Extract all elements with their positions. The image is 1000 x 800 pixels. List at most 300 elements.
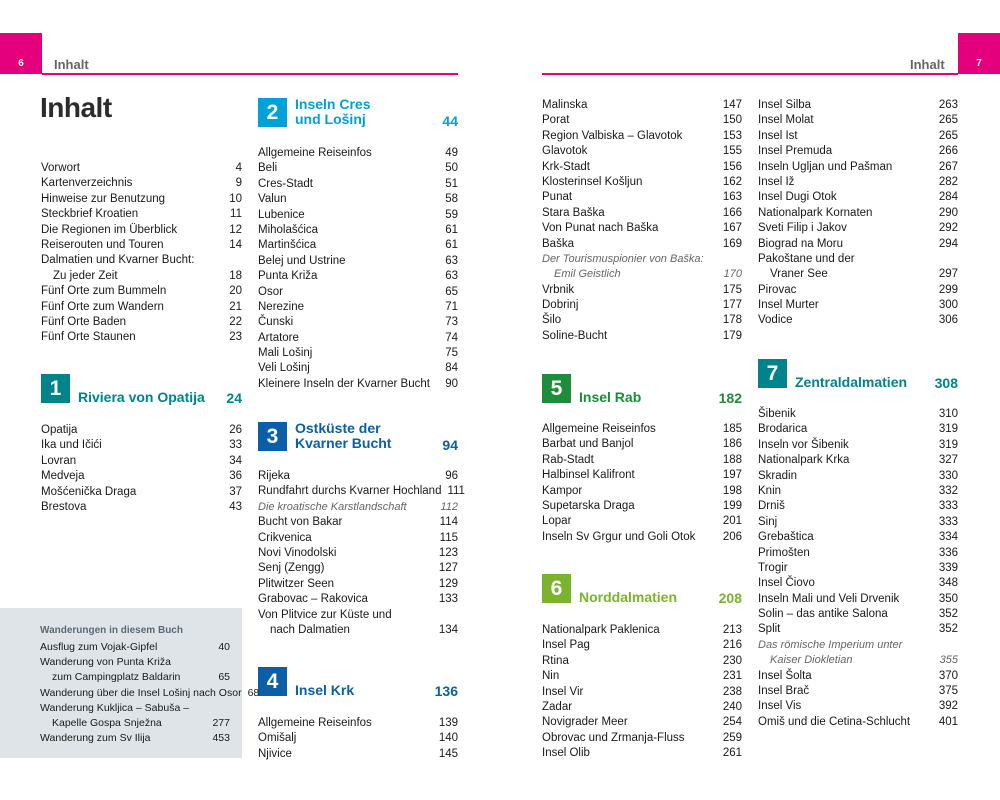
toc-entry [258, 269, 458, 284]
toc-entry-page: 352 [938, 623, 958, 636]
toc-entry [542, 283, 742, 298]
toc-entry-page: 392 [938, 700, 958, 713]
toc-entry [758, 499, 958, 514]
toc-entry-title: Insel Vis [758, 700, 802, 713]
toc-entry-title: Martinšćica [258, 239, 317, 252]
toc-entry-page: 65 [218, 671, 230, 684]
section-title: Norddalmatien [579, 589, 678, 605]
toc-entry-page: 350 [938, 592, 958, 605]
section-number-box: 1 [41, 374, 70, 403]
toc-entry [542, 175, 742, 190]
toc-entry-title: Malinska [542, 99, 588, 111]
toc-entry [258, 561, 458, 576]
toc-entry [758, 113, 958, 128]
toc-entry-title: Brodarica [758, 423, 808, 436]
toc-entry [542, 252, 742, 267]
toc-entry [758, 546, 958, 561]
toc-entry [542, 329, 742, 344]
toc-entry [40, 716, 230, 731]
toc-entry-title: Lubenice [258, 208, 305, 221]
toc-entry [758, 684, 958, 699]
toc-entry-title: Von Punat nach Baška [542, 222, 659, 235]
toc-entry-page: 319 [938, 423, 958, 436]
toc-entry [258, 608, 458, 623]
toc-entry [258, 546, 458, 561]
toc-entry [258, 146, 458, 161]
toc-entry-page: 348 [938, 577, 958, 590]
toc-entry [258, 484, 465, 499]
toc-entry-title: Opatija [41, 424, 78, 436]
toc-entry-title: Allgemeine Reiseinfos [258, 147, 372, 159]
toc-entry-title: Novigrader Meer [542, 716, 628, 729]
toc-entry [40, 640, 230, 655]
toc-entry-page: 290 [938, 206, 958, 219]
toc-entry [41, 330, 242, 345]
toc-entry-page: 334 [938, 531, 958, 544]
toc-entry-page: 375 [938, 685, 958, 698]
toc-entry [41, 269, 242, 284]
toc-entry [758, 144, 958, 159]
toc-entry-title: Primošten [758, 546, 810, 559]
toc-entry-page: 23 [229, 331, 242, 344]
toc-entry-title: Inseln Ugljan und Pašman [758, 160, 893, 173]
toc-entry-page: 319 [938, 438, 958, 451]
toc-entry-page: 4 [235, 162, 242, 174]
left-page-number-tab [0, 33, 42, 74]
toc-entry-page: 58 [445, 193, 458, 206]
toc-entry-page: 20 [229, 285, 242, 298]
toc-entry-page: 333 [938, 515, 958, 528]
toc-entry-title: Beli [258, 162, 278, 175]
toc-entry [542, 267, 742, 282]
toc-entry-title: Fünf Orte zum Wandern [41, 300, 164, 313]
toc-entry [41, 315, 242, 330]
toc-entry-page: 261 [722, 747, 742, 760]
toc-entry-page: 73 [445, 316, 458, 329]
section-title: Zentraldalmatien [795, 374, 908, 390]
toc-entry-page: 139 [438, 717, 458, 729]
toc-entry-title: Mošćenička Draga [41, 485, 137, 498]
toc-entry [542, 514, 742, 529]
toc-entry-page: 10 [229, 192, 242, 205]
toc-entry-title: Senj (Zengg) [258, 562, 325, 575]
toc-entry-title: Rijeka [258, 470, 290, 482]
toc-entry-page: 230 [722, 654, 742, 667]
toc-entry-title: Čunski [258, 316, 294, 329]
toc-entry-title: Rab-Stadt [542, 453, 594, 466]
toc-entry [41, 207, 242, 222]
toc-entry [258, 577, 458, 592]
toc-entry [41, 223, 242, 238]
toc-entry-title: Dobrinj [542, 299, 579, 312]
toc-entry [258, 223, 458, 238]
toc-entry-page: 162 [722, 175, 742, 188]
toc-entry [542, 144, 742, 159]
toc-entry-title: Miholašćica [258, 223, 319, 236]
page-title: Inhalt [40, 92, 112, 123]
toc-entry-title: Lopar [542, 515, 572, 528]
hikes-title: Wanderungen in diesem Buch [40, 625, 183, 636]
toc-entry-page: 112 [440, 500, 458, 513]
toc-entry-page: 145 [438, 747, 458, 760]
section-heading-6 [542, 574, 742, 606]
toc-entry-page: 166 [722, 206, 742, 219]
toc-entry-title: Lovran [41, 454, 77, 467]
toc-entry-page: 453 [212, 732, 230, 745]
toc-entry-page: 21 [229, 300, 242, 313]
toc-entry [258, 469, 458, 484]
toc-entry-title: Šibenik [758, 408, 796, 420]
toc-entry-page: 111 [447, 485, 465, 498]
toc-entry-page: 332 [938, 484, 958, 497]
section-number-box: 3 [258, 422, 287, 451]
toc-entry [542, 499, 742, 514]
toc-entry-page: 188 [722, 453, 742, 466]
toc-entry-title: Region Valbiska – Glavotok [542, 129, 683, 142]
toc-entry-page: 34 [229, 454, 242, 467]
toc-entry-page: 170 [723, 268, 742, 281]
toc-entry-page: 9 [235, 177, 242, 190]
toc-entry-title: Punta Križa [258, 270, 318, 283]
toc-entry [41, 500, 242, 515]
toc-entry [758, 622, 958, 637]
toc-entry [258, 238, 458, 253]
toc-section-2-list [258, 146, 458, 392]
toc-entry [258, 331, 458, 346]
toc-entry-page: 74 [445, 331, 458, 344]
toc-entry-title: Veli Lošinj [258, 362, 310, 375]
toc-entry-title: Baška [542, 237, 574, 250]
toc-entry [258, 623, 458, 638]
toc-section-6-list-part-2 [758, 98, 958, 329]
toc-entry [41, 238, 242, 253]
toc-entry [758, 530, 958, 545]
toc-entry-title: Kartenverzeichnis [41, 177, 133, 190]
toc-entry-title: Der Tourismuspionier von Baška: [542, 252, 704, 265]
section-heading-1 [41, 374, 242, 406]
toc-entry-title: Drniš [758, 500, 785, 513]
section-page: 208 [718, 590, 742, 606]
toc-entry-page: 123 [438, 546, 458, 559]
toc-section-3-list [258, 469, 465, 638]
section-number-box: 5 [542, 374, 571, 403]
toc-entry-page: 352 [938, 608, 958, 621]
toc-entry-title: Insel Murter [758, 299, 819, 312]
toc-entry [41, 300, 242, 315]
toc-entry-title: Fünf Orte zum Bummeln [41, 285, 167, 298]
toc-entry-title: Plitwitzer Seen [258, 577, 335, 590]
toc-entry [258, 315, 458, 330]
toc-entry [758, 715, 958, 730]
toc-entry-page: 50 [445, 162, 458, 175]
toc-entry-page: 22 [229, 315, 242, 328]
toc-entry-page: 153 [722, 129, 742, 142]
toc-entry [258, 192, 458, 207]
toc-entry-title: Krk-Stadt [542, 160, 590, 173]
toc-entry [258, 716, 458, 731]
section-page: 44 [442, 113, 458, 129]
toc-entry [258, 500, 458, 515]
toc-entry-title: Insel Silba [758, 99, 812, 111]
toc-entry-title: Skradin [758, 469, 797, 482]
section-heading-3 [258, 421, 458, 453]
section-page: 94 [442, 437, 458, 453]
toc-entry [758, 699, 958, 714]
toc-section-6-list-part-1 [542, 623, 742, 762]
toc-entry [758, 638, 958, 653]
toc-entry-title: Rundfahrt durchs Kvarner Hochland [258, 485, 442, 498]
toc-entry [758, 129, 958, 144]
toc-entry-page: 310 [938, 408, 958, 420]
toc-entry-page: 299 [938, 283, 958, 296]
toc-entry-title: Insel Čiovo [758, 577, 815, 590]
toc-entry-title: Osor [258, 285, 283, 298]
toc-entry-title: Zu jeder Zeit [53, 269, 118, 282]
toc-entry-page: 201 [722, 515, 742, 528]
toc-entry [758, 190, 958, 205]
toc-entry [542, 160, 742, 175]
toc-entry-page: 133 [438, 593, 458, 606]
toc-entry-title: Brestova [41, 500, 87, 513]
toc-entry [258, 531, 458, 546]
toc-entry [758, 469, 958, 484]
toc-entry-title: Šilo [542, 314, 562, 327]
toc-section-4-list-part-2 [542, 98, 742, 344]
toc-entry [542, 530, 742, 545]
toc-entry-page: 198 [722, 484, 742, 497]
toc-entry [758, 98, 958, 113]
toc-entry [258, 254, 458, 269]
toc-entry-title: Von Plitvice zur Küste und [258, 608, 392, 621]
hikes-box [0, 608, 260, 758]
toc-entry [758, 576, 958, 591]
toc-entry [542, 190, 742, 205]
toc-entry-page: 292 [938, 222, 958, 235]
section-heading-5 [542, 374, 742, 406]
toc-entry-title: Emil Geistlich [554, 268, 621, 281]
toc-entry-page: 206 [722, 530, 742, 543]
toc-entry-page: 178 [722, 314, 742, 327]
section-title-line-1: Inseln Cres [295, 96, 371, 112]
toc-entry-page: 40 [218, 641, 230, 653]
hikes-list [40, 640, 260, 746]
toc-entry-title: Nin [542, 670, 560, 683]
toc-entry-page: 282 [938, 175, 958, 188]
toc-entry [41, 192, 242, 207]
toc-entry-page: 300 [938, 299, 958, 312]
toc-entry-page: 140 [438, 732, 458, 745]
toc-entry-page: 150 [722, 114, 742, 127]
toc-entry [41, 454, 242, 469]
toc-entry-page: 169 [722, 237, 742, 250]
toc-entry-page: 177 [722, 299, 742, 312]
toc-entry [41, 161, 242, 176]
toc-entry-title: Vrbnik [542, 283, 575, 296]
section-heading-7 [758, 359, 958, 391]
toc-entry [542, 453, 742, 468]
toc-entry-title: Obrovac und Zrmanja-Fluss [542, 731, 685, 744]
toc-entry-title: Grabovac – Rakovica [258, 593, 368, 606]
toc-entry-title: Insel Vir [542, 685, 584, 698]
toc-entry [258, 208, 458, 223]
toc-entry-title: Steckbrief Kroatien [41, 208, 139, 221]
toc-entry-title: Die kroatische Karstlandschaft [258, 500, 407, 513]
toc-entry-title: Ika und Ičići [41, 439, 102, 452]
toc-entry-page: 26 [229, 424, 242, 436]
toc-entry-title: Reiserouten und Touren [41, 238, 164, 251]
section-number-box: 4 [258, 667, 287, 696]
toc-entry-page: 11 [230, 208, 242, 221]
toc-entry-page: 267 [938, 160, 958, 173]
toc-entry-page: 401 [938, 715, 958, 728]
right-page-number: 7 [976, 58, 982, 69]
left-header-rule [42, 73, 458, 75]
toc-entry [40, 655, 230, 670]
toc-entry-page: 266 [938, 145, 958, 158]
toc-entry [542, 623, 742, 638]
toc-entry [542, 484, 742, 499]
toc-entry-title: Kapelle Gospa Snježna [52, 716, 162, 729]
toc-entry-title: Halbinsel Kalifront [542, 469, 635, 482]
toc-entry [758, 221, 958, 236]
toc-entry-title: Sveti Filip i Jakov [758, 222, 847, 235]
toc-entry-page: 339 [938, 561, 958, 574]
section-page: 182 [718, 390, 742, 406]
toc-entry [758, 313, 958, 328]
toc-entry-page: 197 [722, 469, 742, 482]
toc-entry-title: Nerezine [258, 300, 305, 313]
toc-entry-page: 263 [938, 99, 958, 111]
toc-entry-page: 84 [445, 362, 458, 375]
toc-entry-title: Fünf Orte Baden [41, 315, 127, 328]
toc-entry [258, 285, 458, 300]
toc-entry [542, 715, 742, 730]
toc-entry-title: Allgemeine Reiseinfos [258, 717, 372, 729]
toc-entry-page: 37 [229, 485, 242, 498]
left-page-number: 6 [18, 58, 24, 69]
toc-entry-title: Solin – das antike Salona [758, 608, 888, 621]
toc-entry-title: Crikvenica [258, 531, 312, 544]
toc-entry-page: 185 [722, 423, 742, 435]
toc-entry [758, 160, 958, 175]
toc-entry-title: Rtina [542, 654, 569, 667]
toc-entry-title: Fünf Orte Staunen [41, 331, 136, 344]
toc-entry-page: 355 [939, 654, 958, 667]
toc-entry-title: Insel Ist [758, 129, 798, 142]
toc-entry [758, 422, 958, 437]
toc-entry [542, 237, 742, 252]
toc-entry-title: Njivice [258, 747, 292, 760]
toc-entry-page: 327 [938, 454, 958, 467]
toc-entry-page: 294 [938, 237, 958, 250]
toc-entry-title: Dalmatien und Kvarner Bucht: [41, 254, 195, 267]
toc-entry-page: 254 [722, 716, 742, 729]
toc-entry [542, 113, 742, 128]
toc-entry [40, 686, 260, 701]
toc-entry-page: 277 [212, 716, 230, 729]
toc-entry-title: Omiš und die Cetina-Schlucht [758, 715, 911, 728]
toc-entry [542, 98, 742, 113]
toc-entry-title: Sinj [758, 515, 778, 528]
toc-entry-title: Vorwort [41, 162, 80, 174]
toc-entry-page: 199 [722, 499, 742, 512]
toc-entry-page: 306 [938, 314, 958, 327]
section-page: 136 [434, 683, 458, 699]
toc-entry-title: Glavotok [542, 145, 588, 158]
toc-entry-page: 18 [229, 269, 242, 282]
toc-entry-title: Zadar [542, 700, 573, 713]
toc-entry [258, 515, 458, 530]
toc-entry [758, 515, 958, 530]
toc-entry [542, 129, 742, 144]
toc-entry-title: Hinweise zur Benutzung [41, 192, 166, 205]
toc-entry-title: Ausflug zum Vojak-Gipfel [40, 641, 158, 653]
toc-entry-page: 14 [229, 238, 242, 251]
toc-entry-page: 36 [229, 470, 242, 483]
toc-entry [542, 313, 742, 328]
toc-section-4-list-part-1 [258, 716, 458, 762]
toc-entry-title: Klosterinsel Košljun [542, 175, 643, 188]
toc-entry-page: 330 [938, 469, 958, 482]
toc-entry-title: Biograd na Moru [758, 237, 844, 250]
toc-entry-page: 231 [722, 670, 742, 683]
toc-entry [542, 221, 742, 236]
toc-entry-page: 333 [938, 500, 958, 513]
toc-entry [758, 669, 958, 684]
toc-entry [758, 453, 958, 468]
toc-entry-page: 61 [445, 223, 458, 236]
toc-entry-title: Insel Šolta [758, 669, 812, 682]
toc-entry-title: Kampor [542, 484, 583, 497]
toc-entry-page: 147 [722, 99, 742, 111]
toc-entry-title: Mali Lošinj [258, 347, 313, 360]
toc-entry-title: Inseln vor Šibenik [758, 438, 849, 451]
toc-entry-page: 75 [445, 347, 458, 360]
toc-entry-title: Barbat und Banjol [542, 438, 634, 451]
toc-entry-page: 213 [722, 624, 742, 636]
toc-entry [41, 485, 242, 500]
toc-entry [542, 437, 742, 452]
toc-entry [41, 284, 242, 299]
section-heading-4 [258, 667, 458, 699]
toc-entry [542, 468, 742, 483]
toc-entry-title: Pirovac [758, 283, 797, 296]
toc-entry-page: 129 [438, 577, 458, 590]
toc-entry [542, 298, 742, 313]
toc-entry [542, 638, 742, 653]
toc-entry [758, 653, 958, 668]
section-heading-2 [258, 97, 458, 129]
toc-entry-page: 114 [439, 516, 458, 529]
toc-entry [542, 685, 742, 700]
toc-entry [542, 206, 742, 221]
toc-entry-title: Allgemeine Reiseinfos [542, 423, 656, 435]
toc-entry-title: Pakoštane und der [758, 252, 855, 265]
toc-entry-title: Novi Vinodolski [258, 546, 337, 559]
toc-entry-title: Insel Pag [542, 639, 590, 652]
toc-entry-title: Artatore [258, 331, 299, 344]
toc-entry-title: Split [758, 623, 781, 636]
toc-entry-page: 297 [938, 268, 958, 281]
toc-entry-title: Wanderung von Punta Križa [40, 656, 171, 669]
toc-entry-page: 238 [722, 685, 742, 698]
toc-entry-title: Nationalpark Krka [758, 454, 850, 467]
toc-entry-page: 186 [722, 438, 742, 451]
toc-entry [258, 731, 458, 746]
toc-entry [758, 283, 958, 298]
toc-entry [40, 731, 230, 746]
toc-entry-page: 68 [247, 686, 260, 699]
